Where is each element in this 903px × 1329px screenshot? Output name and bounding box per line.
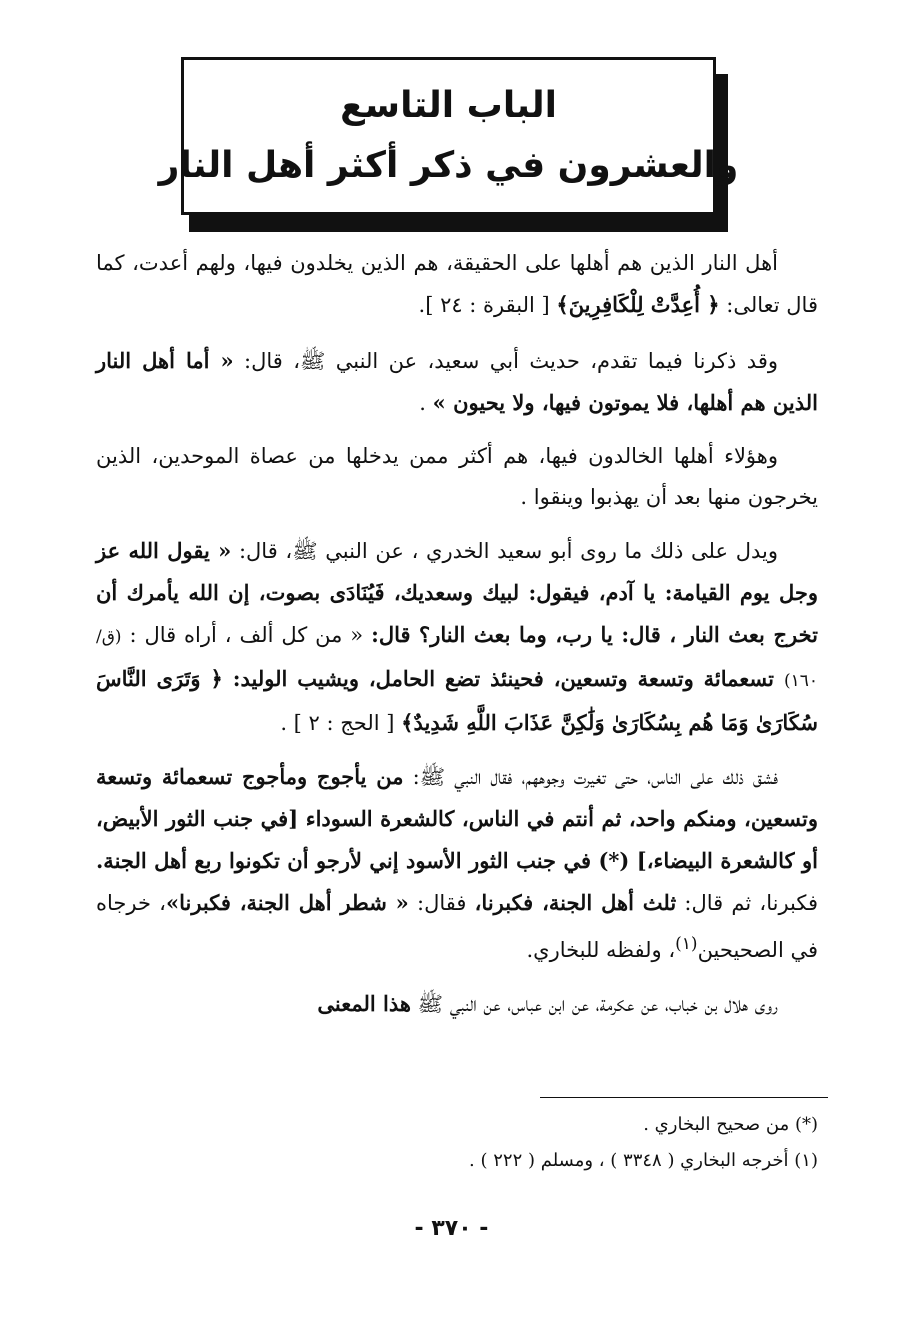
paragraph-2 bbox=[96, 340, 818, 424]
paragraph-4-text: ويدل على ذلك ما روى أبو سعيد الخدري ، عن النبي ﷺ، قال: bbox=[231, 539, 778, 563]
footnote-divider bbox=[540, 1097, 828, 1098]
hadith-quote-1: من يأجوج ومأجوج تسعمائة وتسعة وتسعين، ومنكم واحد، ثم أنتم في الناس، كالشعرة السوداء [في جنب الثور الأبيض، أو كالشعرة البيضاء،] bbox=[96, 764, 819, 873]
chapter-title-line-1: الباب التاسع bbox=[340, 85, 557, 126]
paragraph-5-text-3: فقال: bbox=[408, 891, 475, 915]
hadith-quote: « أما أهل النار الذين هم أهلها، فلا يموتون فيها، ولا يحيون » bbox=[96, 348, 818, 415]
hadith-quote-4: « شطر أهل الجنة، فكبرنا» bbox=[165, 890, 409, 915]
footnotes bbox=[96, 1107, 818, 1179]
paragraph-3 bbox=[96, 436, 818, 518]
folio-marker: (ق/١٦٠) bbox=[96, 627, 818, 691]
paragraph-5-text-4: ، خرجاه في الصحيحين bbox=[96, 891, 818, 962]
paragraph-4 bbox=[96, 530, 818, 744]
paragraph-2-end: . bbox=[419, 391, 433, 415]
footnote-marker-star: (*) bbox=[598, 848, 630, 873]
footnote-reference: (١) bbox=[675, 934, 698, 954]
chapter-title-line-2: والعشرون في ذكر أكثر أهل النار bbox=[158, 145, 739, 186]
footnote-1: (١) أخرجه البخاري ( ٣٣٤٨ ) ، ومسلم ( ٢٢٢ ) . bbox=[469, 1150, 818, 1171]
verse-reference: [ الحج : ٢ ] . bbox=[280, 711, 402, 735]
paragraph-5-text-5: ، ولفظه للبخاري. bbox=[526, 938, 676, 962]
paragraph-1 bbox=[96, 243, 818, 326]
hadith-quote-2: في جنب الثور الأسود إني لأرجو أن تكونوا ربع أهل الجنة. bbox=[96, 848, 599, 873]
page-number: - ٣٧٠ - bbox=[414, 1216, 489, 1241]
chapter-title-box bbox=[158, 57, 739, 215]
main-text bbox=[96, 243, 818, 1037]
paragraph-5-text: فشق ذلك على الناس، حتى تغيرت وجوههم، فقال النبي ﷺ: bbox=[403, 765, 778, 789]
footnote-star: (*) من صحيح البخاري . bbox=[643, 1114, 818, 1135]
paragraph-6-text: روى هلال بن خباب، عن عكرمة، عن ابن عباس، عن النبي ﷺ bbox=[410, 992, 778, 1016]
paragraph-5-text-2: فكبرنا، ثم قال: bbox=[676, 891, 819, 915]
paragraph-2-text: وقد ذكرنا فيما تقدم، حديث أبي سعيد، عن النبي ﷺ، قال: bbox=[233, 349, 779, 373]
hadith-quote-1: « يقول الله عز وجل يوم القيامة: يا آدم، فيقول: لبيك وسعديك، فَيُنَادَى بصوت، إن الله يأمرك أن تخرج بعث النار ، قال: يا رب، وما بعث النار؟ قال: bbox=[96, 538, 818, 647]
hadith-quote-2: « من كل ألف ، أراه قال : bbox=[121, 623, 372, 647]
quran-verse: ﴿ أُعِدَّتْ لِلْكَافِرِينَ﴾ bbox=[556, 292, 720, 317]
quran-verse: ﴿ وَتَرَى النَّاسَ سُكَارَىٰ وَمَا هُم بِسُكَارَىٰ وَلَٰكِنَّ عَذَابَ اللَّهِ شَدِيدٌ﴾ bbox=[96, 666, 818, 735]
hadith-quote-3: تسعمائة وتسعة وتسعين، فحينئذ تضع الحامل، ويشيب الوليد: bbox=[222, 666, 784, 691]
paragraph-5 bbox=[96, 756, 818, 971]
paragraph-1-text: أهل النار الذين هم أهلها على الحقيقة، هم الذين يخلدون فيها، ولهم أعدت، كما قال تعالى: bbox=[96, 251, 818, 317]
paragraph-6-bold: هذا المعنى bbox=[317, 991, 411, 1016]
verse-reference: [ البقرة : ٢٤ ]. bbox=[418, 293, 557, 317]
paragraph-3-text: وهؤلاء أهلها الخالدون فيها، هم أكثر ممن يدخلها من عصاة الموحدين، الذين يخرجون منها بعد أن يهذبوا وينقوا . bbox=[96, 444, 818, 509]
paragraph-6 bbox=[96, 983, 818, 1025]
hadith-quote-3: ثلث أهل الجنة، فكبرنا، bbox=[474, 890, 677, 915]
